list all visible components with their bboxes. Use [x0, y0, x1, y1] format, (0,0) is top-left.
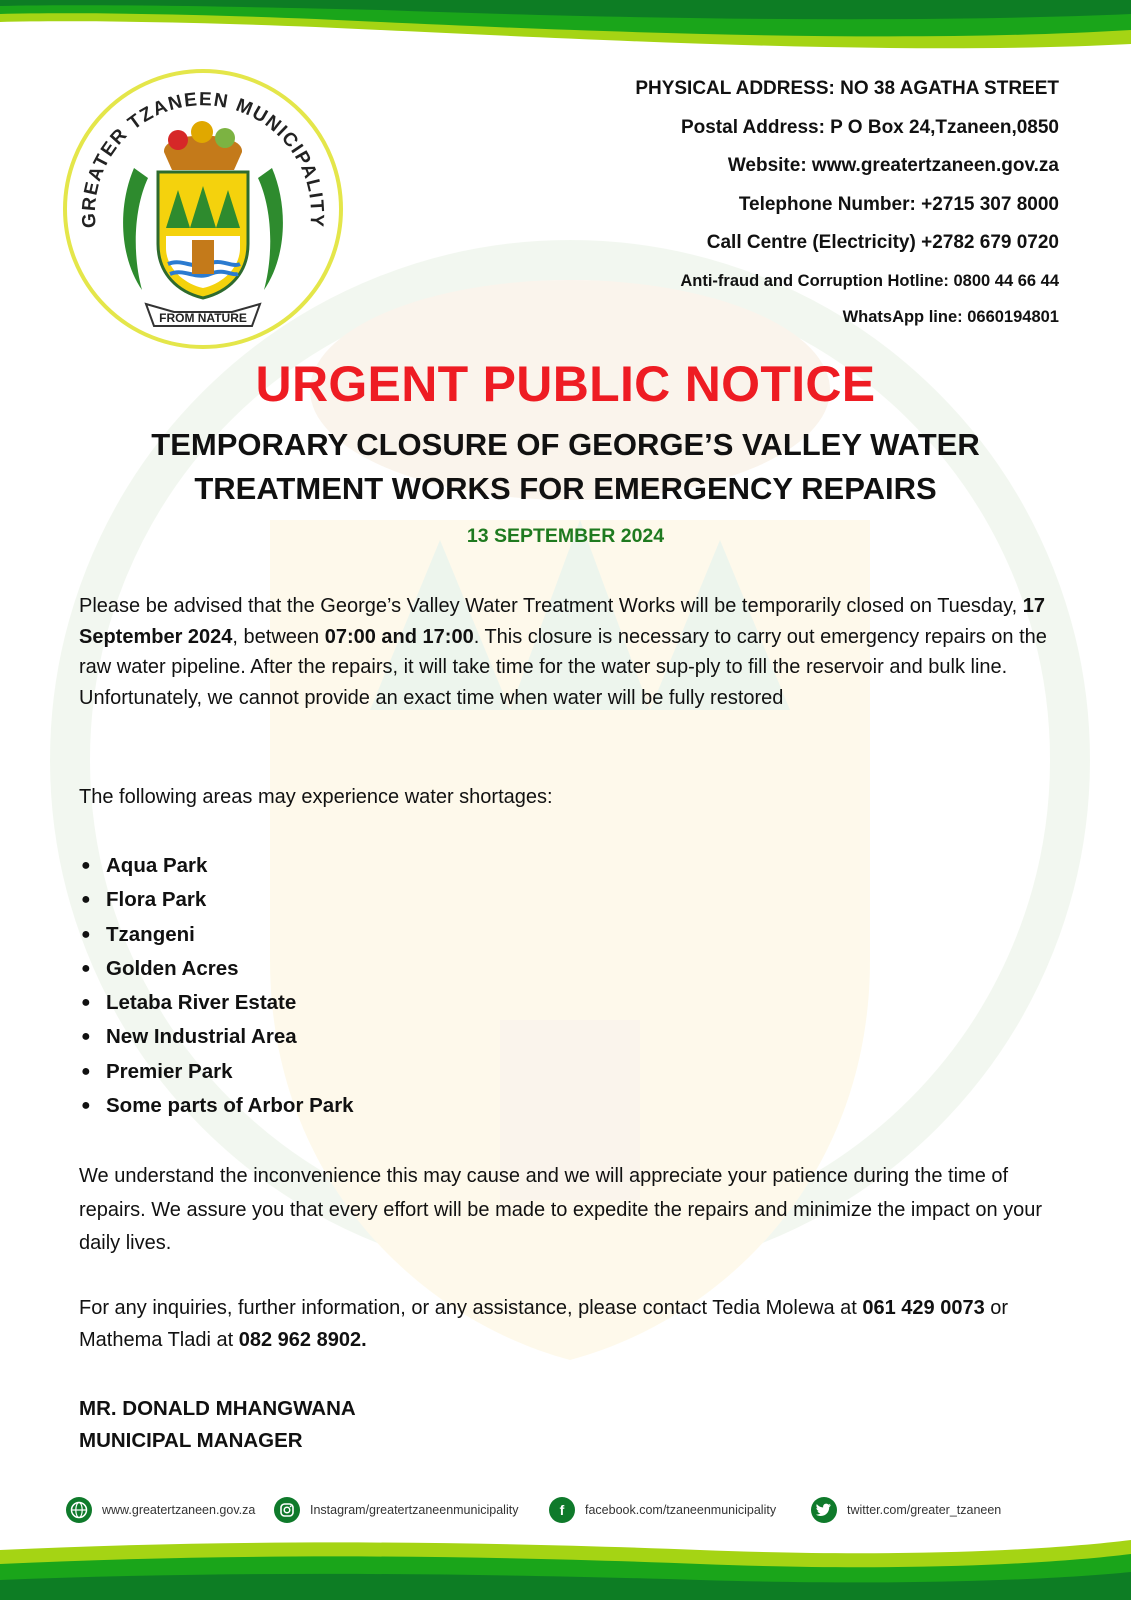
footer-website-text[interactable]: www.greatertzaneen.gov.za [102, 1503, 256, 1517]
bullet-icon: ● [81, 1062, 91, 1080]
notice-heading: URGENT PUBLIC NOTICE [255, 356, 876, 412]
footer-twitter-text[interactable]: twitter.com/greater_tzaneen [847, 1503, 1002, 1517]
bullet-icon: ● [81, 959, 91, 977]
municipality-logo [62, 68, 344, 350]
bullet-icon: ● [81, 994, 91, 1012]
footer-facebook-text[interactable]: facebook.com/tzaneenmunicipality [585, 1503, 777, 1517]
p1-text-a: Please be advised that the George’s Valley Water Treatment Works will be temporarily closed on Tuesday, [79, 595, 1023, 617]
hotline-line: Anti-fraud and Corruption Hotline: 0800 44 66 44 [680, 271, 1059, 290]
contact-number-1: 061 429 0073 [862, 1297, 985, 1319]
signatory-title: MUNICIPAL MANAGER [79, 1429, 303, 1452]
footer-instagram-text[interactable]: Instagram/greatertzaneenmunicipality [310, 1503, 519, 1517]
areas-intro: The following areas may experience water shortages: [79, 786, 553, 808]
call-centre-line: Call Centre (Electricity) +2782 679 0720 [706, 232, 1059, 253]
list-item [79, 952, 354, 986]
closure-paragraph [79, 591, 1049, 713]
signature-block [79, 1393, 356, 1457]
p1-text-c: . This closure is necessary to carry out emergency repairs on the raw water pipeline. After the repairs, it will take time for the water sup-ply to fill the reservoir and bulk line. Unfortunately, we cannot provide an exact time when water will be fully restored [79, 625, 1047, 709]
logo-arc-text: GREATER TZANEEN MUNICIPALITY [78, 89, 328, 229]
p1-text-b: , between [232, 625, 325, 648]
bullet-icon: ● [81, 1028, 91, 1046]
postal-address: Postal Address: P O Box 24,Tzaneen,0850 [680, 116, 1059, 138]
list-item [79, 883, 354, 917]
p4-text-b: or Mathema Tladi at [79, 1297, 1009, 1351]
list-item [79, 986, 354, 1020]
p4-text-a: For any inquiries, further information, or any assistance, please contact Tedia Molewa at [79, 1297, 863, 1319]
bottom-wave-banner [0, 1520, 1131, 1600]
area-name: Letaba River Estate [106, 991, 297, 1015]
website-line[interactable]: Website: www.greatertzaneen.gov.za [727, 155, 1059, 176]
logo-motto: FROM NATURE [159, 311, 247, 325]
bullet-icon: ● [81, 891, 91, 909]
facebook-icon: f [549, 1497, 575, 1523]
list-item [79, 1055, 354, 1089]
list-item [79, 1089, 354, 1123]
area-name: Aqua Park [106, 854, 208, 877]
area-name: Premier Park [106, 1059, 233, 1083]
closure-time: 07:00 and 17:00 [324, 625, 474, 648]
contact-number-2: 082 962 8902. [238, 1329, 367, 1351]
affected-areas-list [79, 849, 354, 1123]
area-name: Flora Park [106, 888, 207, 912]
area-name: Tzangeni [106, 922, 195, 946]
bullet-icon: ● [81, 925, 91, 943]
list-item [79, 849, 354, 883]
notice-subtitle: TEMPORARY CLOSURE OF GEORGE’S VALLEY WATER TREATMENT WORKS FOR EMERGENCY REPAIRS [151, 427, 980, 506]
closure-date: 17 September 2024 [79, 595, 1046, 648]
bullet-icon: ● [81, 1097, 91, 1115]
telephone-line: Telephone Number: +2715 307 8000 [738, 193, 1059, 215]
list-item [79, 918, 354, 952]
notice-date: 13 SEPTEMBER 2024 [466, 525, 665, 547]
contact-block [635, 70, 1059, 335]
signatory-name: MR. DONALD MHANGWANA [79, 1397, 356, 1420]
apology-paragraph: We understand the inconvenience this may cause and we will appreciate your patience during the time of repairs. We assure you that every effort will be made to expedite the repairs and minimize the impact on your daily lives. [79, 1165, 1043, 1254]
area-name: New Industrial Area [106, 1025, 297, 1049]
whatsapp-line: WhatsApp line: 0660194801 [842, 307, 1059, 326]
inquiries-paragraph [79, 1292, 1049, 1356]
bullet-icon: ● [81, 857, 91, 874]
area-name: Golden Acres [106, 956, 239, 980]
area-name: Some parts of Arbor Park [106, 1094, 354, 1118]
list-item [79, 1020, 354, 1054]
physical-address: PHYSICAL ADDRESS: NO 38 AGATHA STREET [635, 78, 1059, 99]
